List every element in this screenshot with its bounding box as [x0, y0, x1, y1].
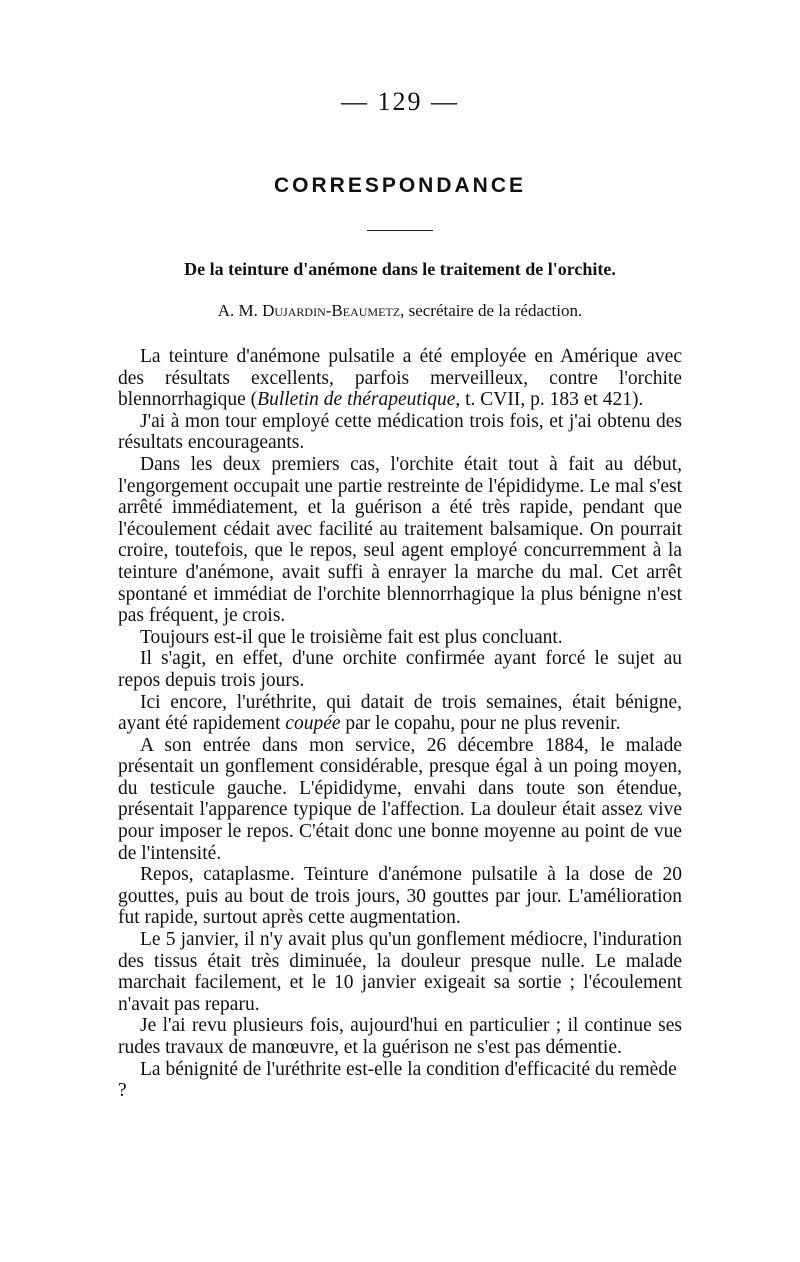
paragraph-6-text-b: par le copahu, pour ne plus revenir. — [340, 713, 621, 735]
byline — [118, 300, 682, 322]
page-number: — 129 — — [341, 87, 459, 116]
paragraph-9: Le 5 janvier, il n'y avait plus qu'un gonflement médiocre, l'induration des tissus était très diminuée, la douleur presque nulle. Le malade marchait facilement, et le 10 janvier exigeait sa sortie ; l'écoulement n'avait pas reparu. — [118, 929, 682, 1015]
bulletin-citation: Bulletin de thérapeutique — [257, 389, 456, 411]
byline-suffix: , secrétaire de la rédaction. — [400, 301, 583, 320]
paragraph-3: Dans les deux premiers cas, l'orchite était tout à fait au début, l'engorgement occupait une partie restreinte de l'épididyme. Le mal s'est arrêté immédiatement, et la guérison a été très rapide, pendant que l'écoulement cédait avec facilité au traitement balsamique. On pourrait croire, toutefois, que le repos, seul agent employé concurremment à la teinture d'anémone, avait suffi à enrayer la marche du mal. Cet arrêt spontané et immédiat de l'orchite blennorrhagique la plus bénigne n'est pas fréquent, je crois. — [118, 453, 682, 627]
paragraph-4: Toujours est-il que le troisième fait est plus concluant. — [140, 626, 563, 648]
paragraph-11: La bénignité de l'uréthrite est-elle la condition d'efficacité du remède ? — [118, 1058, 677, 1102]
paragraph-1 — [118, 346, 682, 411]
paragraph-8: Repos, cataplasme. Teinture d'anémone pulsatile à la dose de 20 gouttes, puis au bout de trois jours, 30 gouttes par jour. L'amélioration fut rapide, surtout après cette augmentation. — [118, 864, 682, 929]
article-body — [118, 346, 682, 1102]
paragraph-6-emphasis: coupée — [285, 713, 341, 735]
paragraph-1-text-a: La teinture d'anémone pulsatile a été employée en Amérique avec des résultats excellents, parfois merveilleux, contre l'orchite blennorrhagique ( — [118, 346, 682, 411]
paragraph-10: Je l'ai revu plusieurs fois, aujourd'hui en particulier ; il continue ses rudes travaux de manœuvre, et la guérison ne s'est pas démentie. — [118, 1015, 682, 1058]
paragraph-7: A son entrée dans mon service, 26 décembre 1884, le malade présentait un gonflement considérable, presque égal à un poing moyen, du testicule gauche. L'épididyme, envahi dans toute son étendue, présentait l'apparence typique de l'affection. La douleur était assez vive pour imposer le repos. C'était donc une bonne moyenne au point de vue de l'intensité. — [118, 734, 682, 864]
byline-author-name: Dujardin-Beaumetz — [262, 301, 401, 320]
section-title: CORRESPONDANCE — [273, 174, 527, 197]
paragraph-5: Il s'agit, en effet, d'une orchite confirmée ayant forcé le sujet au repos depuis trois jours. — [118, 648, 682, 691]
paragraph-6 — [118, 692, 682, 735]
title-divider — [367, 230, 433, 231]
paragraph-1-text-b: , t. CVII, p. 183 et 421). — [455, 389, 644, 411]
document-page — [118, 84, 682, 1102]
paragraph-2: J'ai à mon tour employé cette médication trois fois, et j'ai obtenu des résultats encourageants. — [118, 410, 682, 454]
article-title: De la teinture d'anémone dans le traitement de l'orchite. — [184, 259, 616, 279]
paragraph-6-text-a: Ici encore, l'uréthrite, qui datait de trois semaines, était bénigne, ayant été rapidement — [118, 691, 682, 735]
byline-prefix: A. M. — [217, 301, 263, 320]
